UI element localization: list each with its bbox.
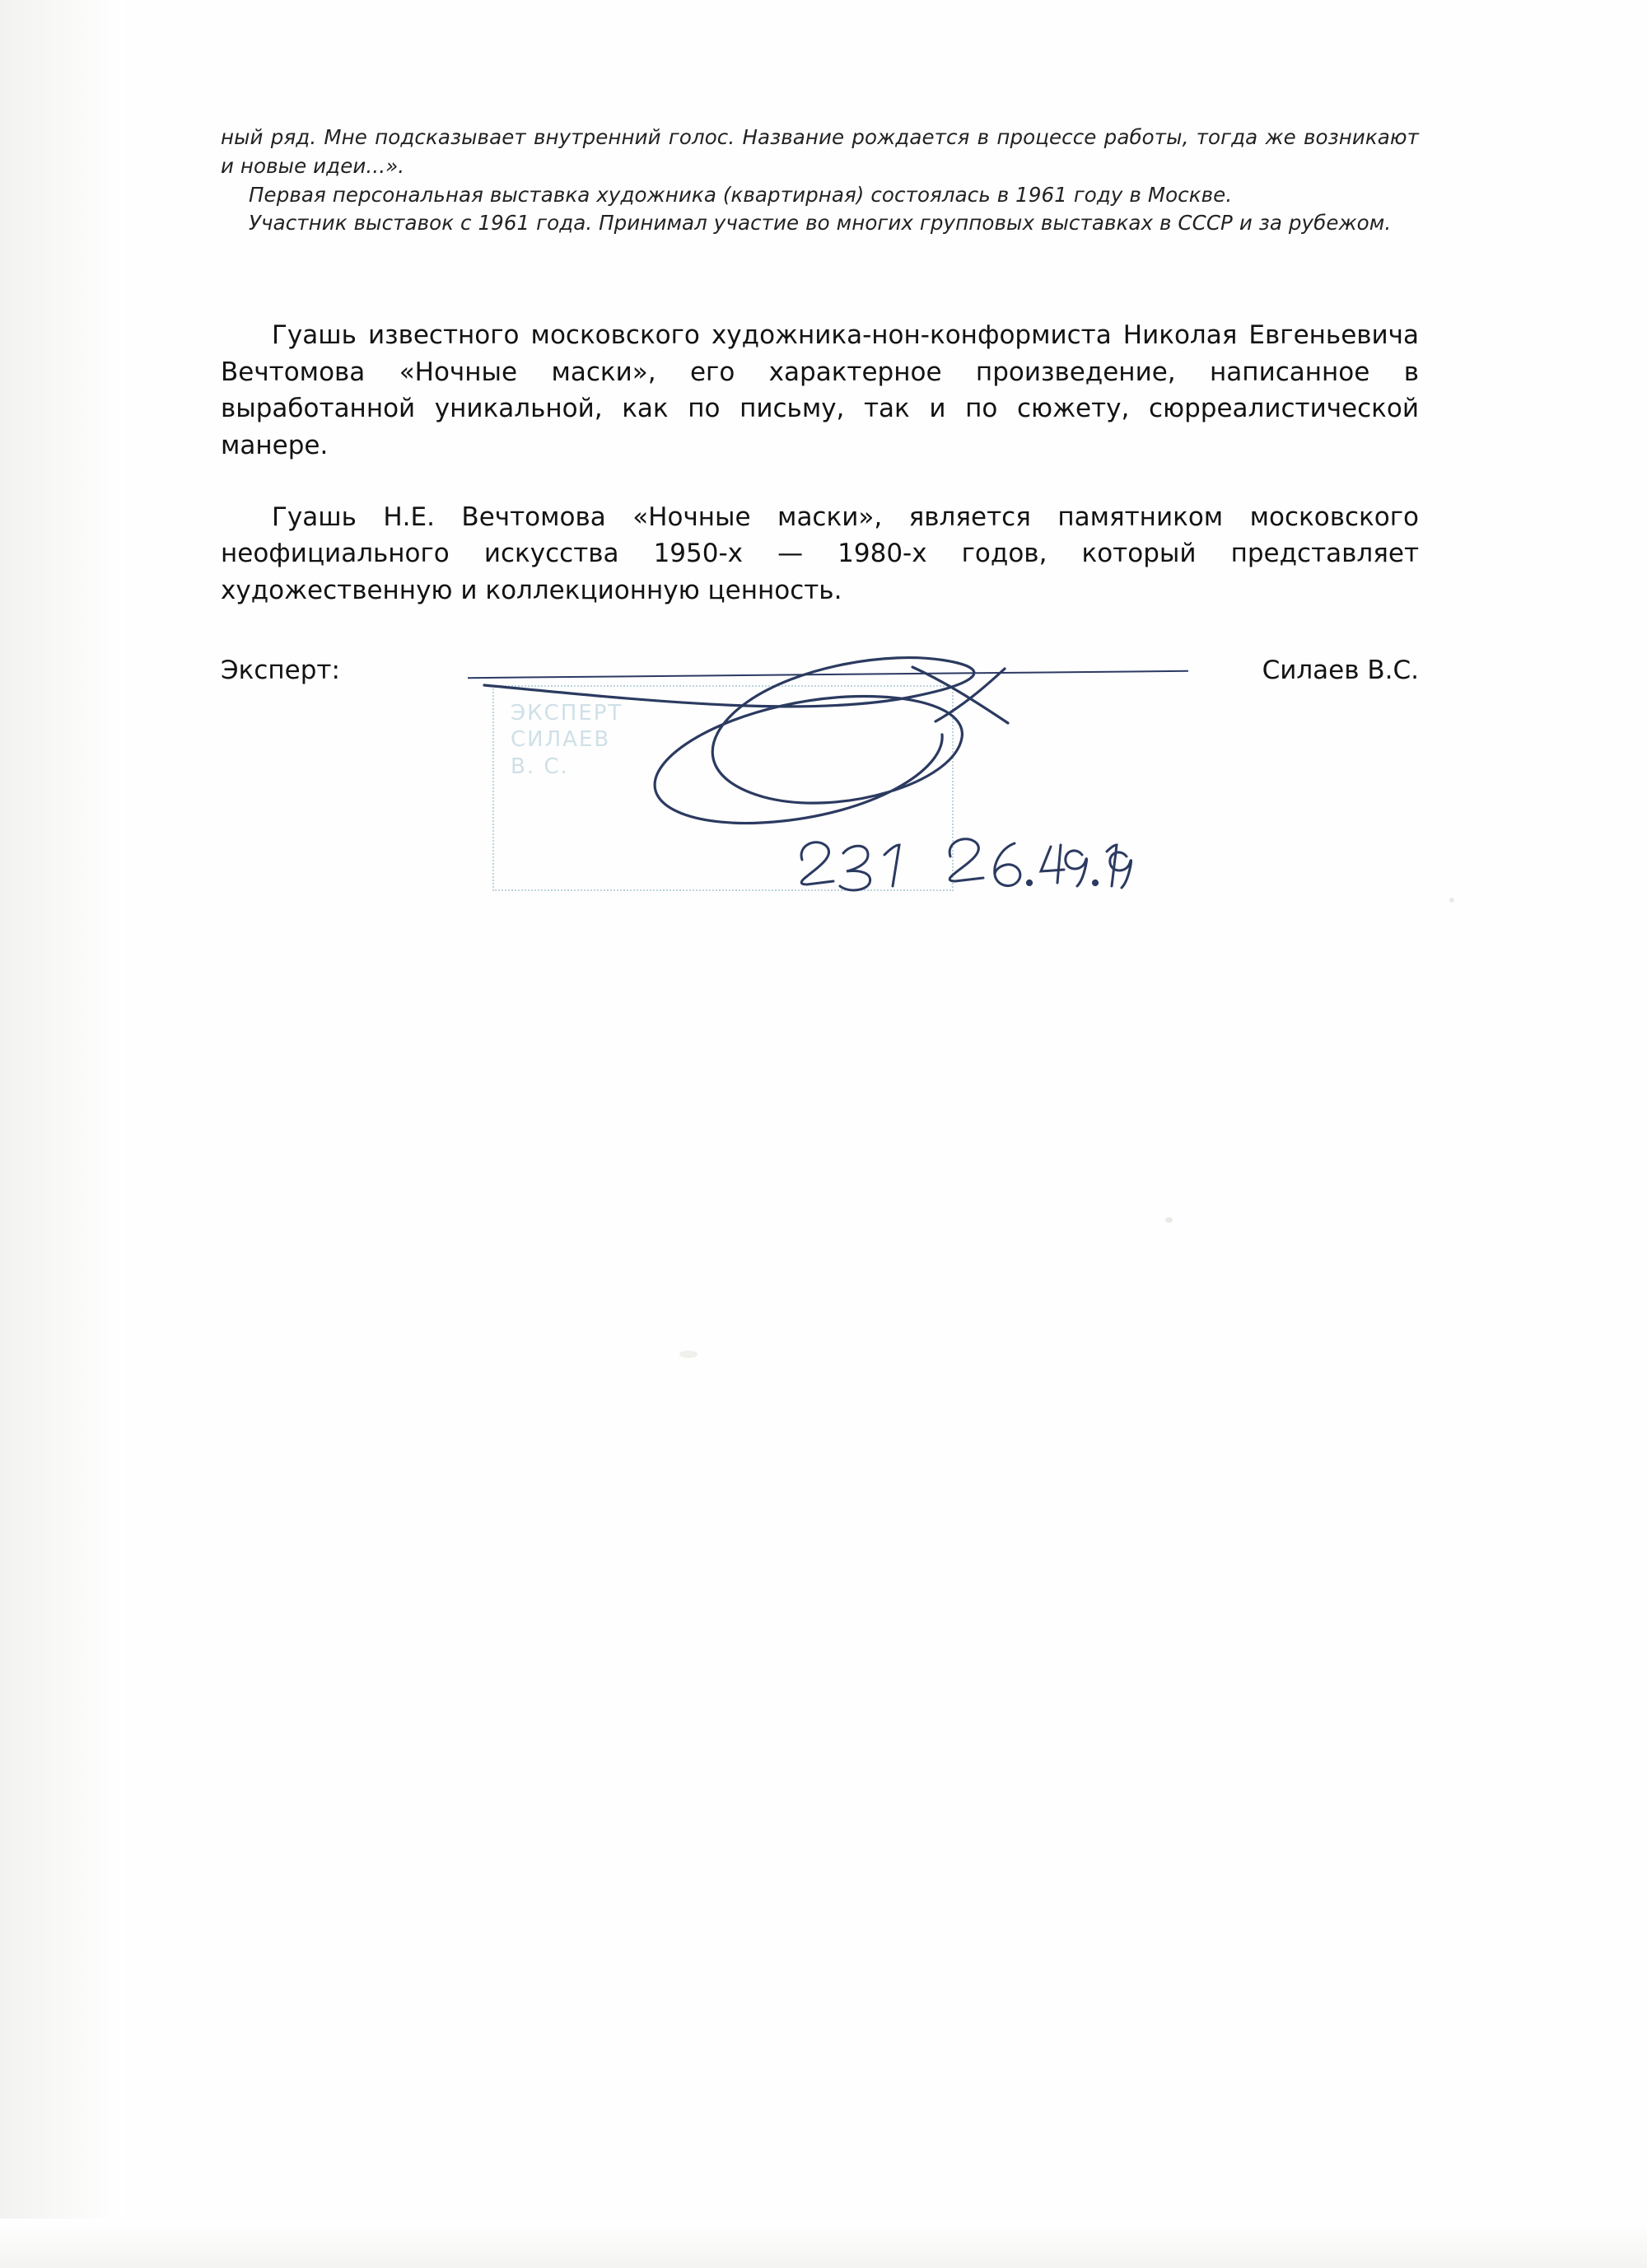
document-content [221,124,1419,927]
lead-paragraph-3: Участник выставок с 1961 года. Принимал участие во многих групповых выставках в СССР и за рубежом. [249,211,1392,236]
lead-paragraph-2: Первая персональная выставка художника (квартирная) состоялась в 1961 году в Москве. [249,182,1233,207]
body-paragraph-2: Гуашь Н.Е. Вечтомова «Ночные маски», является памятником московского неофициального искусства 1950-х — 1980-х годов, который представляет художественную и коллекционную ценность. [221,502,1419,605]
scan-speck [1449,898,1454,903]
body-paragraph-block [221,317,1419,609]
scan-edge-bottom [0,2219,1647,2268]
scan-edge-left [0,0,124,2268]
scan-speck [1165,1217,1173,1223]
handwritten-date-number [789,820,1135,911]
lead-paragraph-block [221,124,1419,238]
scan-speck [679,1351,698,1358]
stamp-line-2: СИЛАЕВ [511,727,611,752]
signature-row [221,656,1419,927]
stamp-line-3: В. С. [511,754,569,779]
expert-label: Эксперт: [221,655,340,685]
body-paragraph-1: Гуашь известного московского художника-нон-конформиста Николая Евгеньевича Вечтомова «Ночные маски», его характерное произведение, написанное в выработанной уникальной, как по письму, так и по сюжету, сюрреалистической манере. [221,320,1419,460]
stamp-line-1: ЭКСПЕРТ [511,700,623,726]
expert-name: Силаев В.С. [1262,655,1419,685]
lead-paragraph-1: ный ряд. Мне подсказывает внутренний голос. Название рождается в процессе работы, тогда же возникают и новые идеи...». [221,125,1419,178]
